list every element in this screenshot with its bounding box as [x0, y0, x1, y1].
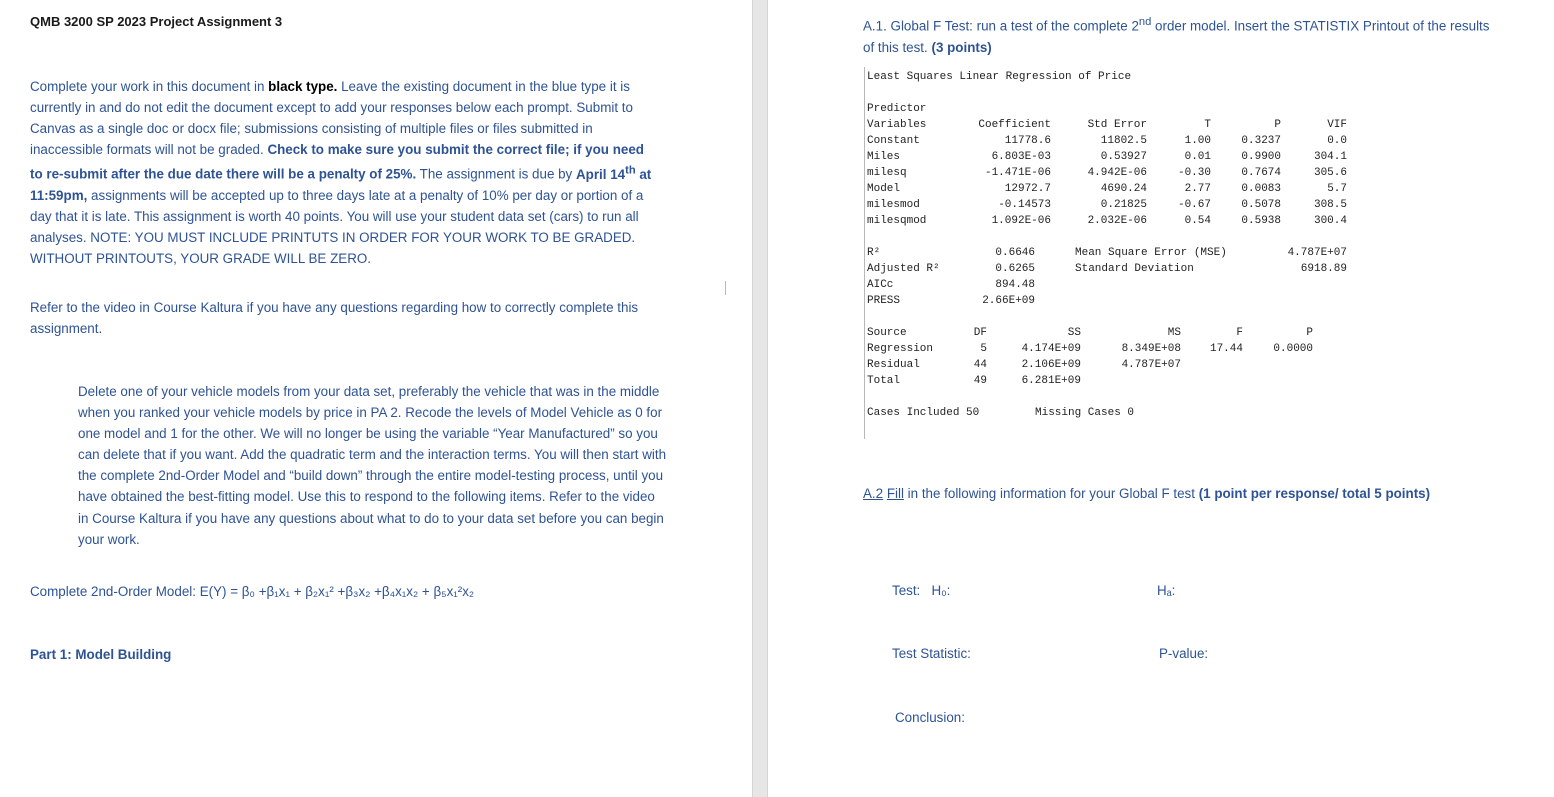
coef-row-milesmod-coef: -0.14573	[998, 199, 1051, 211]
coef-row-milesqmod-p: 0.5938	[1241, 215, 1281, 227]
model-equation-label: Complete 2nd-Order Model: E(Y) =	[30, 584, 242, 599]
text-cursor	[725, 281, 726, 295]
field-test-statistic[interactable]: Test Statistic:	[892, 646, 971, 661]
coef-row-milesqmod-vif: 300.4	[1313, 215, 1347, 227]
coef-row-milesq-p: 0.7674	[1241, 167, 1281, 179]
document-header: QMB 3200 SP 2023 Project Assignment 3	[30, 14, 283, 29]
anova-regression-ms: 8.349E+08	[1121, 343, 1181, 355]
anova-header-source: Source	[867, 327, 907, 339]
coef-row-miles-se: 0.53927	[1100, 151, 1147, 163]
anova-regression-f: 17.44	[1209, 343, 1243, 355]
coef-row-model-p: 0.0083	[1241, 183, 1281, 195]
field-test[interactable]	[892, 583, 950, 598]
anova-header-ms: MS	[1167, 327, 1181, 339]
a1-points: (3 points)	[931, 40, 992, 56]
a1-text-1: A.1. Global F Test: run a test of the complete 2	[863, 18, 1139, 34]
a1-text-2: order model. Insert the STATISTIX Printout of the results of this test.	[863, 18, 1490, 56]
part1-heading: Part 1: Model Building	[30, 647, 172, 662]
mse-label: Mean Square Error (MSE)	[1075, 247, 1227, 259]
model-equation	[30, 584, 474, 599]
coef-row-miles-name: Miles	[867, 151, 901, 163]
sd-label: Standard Deviation	[1075, 263, 1194, 275]
anova-header-p: P	[1306, 327, 1313, 339]
field-h0-label: H₀:	[931, 583, 951, 598]
anova-residual-ms: 4.787E+07	[1121, 359, 1181, 371]
task-paragraph: Delete one of your vehicle models from your data set, preferably the vehicle that was in the middle when you ranked your vehicle models by price in PA 2. Recode the levels of Model Vehicle as 0 for one model and 1 for the other. We will no longer be using the variable “Year Manufactured” so you can delete that if you want. Add the quadratic term and the interaction terms. You will then start with the complete 2nd-Order Model and “build down” through the entire model-testing process, until you have obtained the best-fitting model. Use this to respond to the following items. Refer to the video in Course Kaltura if you have any questions about what to do to your data set before you can begin your work.	[78, 384, 667, 547]
coef-header-coefficient: Coefficient	[978, 119, 1051, 131]
coef-row-constant-se: 11802.5	[1100, 135, 1147, 147]
anova-regression-ss: 4.174E+09	[1021, 343, 1081, 355]
anova-header-df: DF	[973, 327, 987, 339]
a1-sup: nd	[1138, 16, 1152, 28]
coef-row-milesmod-vif: 308.5	[1313, 199, 1347, 211]
instructions-text-4: assignments will be accepted up to three days late at a penalty of 10% per day or portion of a day that it is late. This assignment is worth 40 points. You will use your student data set (cars) to run all analyses. NOTE: YOU MUST INCLUDE PRINTUTS IN ORDER FOR YOUR WORK TO BE GRADED. WITHOUT PRINTOUTS, YOUR GRADE WILL BE ZERO.	[30, 187, 644, 267]
instructions-text-1: Complete your work in this document in	[30, 79, 269, 94]
anova-regression-p: 0.0000	[1273, 343, 1313, 355]
anova-total-ss: 6.281E+09	[1021, 375, 1081, 387]
due-date-time: at 11:59pm,	[30, 166, 652, 203]
coef-row-milesq-vif: 305.6	[1313, 167, 1347, 179]
anova-regression-source: Regression	[867, 343, 934, 355]
fit-press-label: PRESS	[867, 295, 901, 307]
instructions-text-3: The assignment is due by	[416, 166, 576, 182]
a2-fill-word: Fill	[886, 486, 904, 501]
coef-header-vif: VIF	[1327, 119, 1347, 131]
fit-press-value: 2.66E+09	[982, 295, 1035, 307]
anova-residual-source: Residual	[867, 359, 920, 371]
anova-residual-df: 44	[973, 359, 987, 371]
fit-aicc-value: 894.48	[995, 279, 1035, 291]
coef-row-milesmod-p: 0.5078	[1241, 199, 1281, 211]
coef-row-milesq-se: 4.942E-06	[1087, 167, 1147, 179]
statistix-printout	[864, 67, 1385, 439]
instructions-paragraph	[30, 76, 660, 269]
printout-title: Least Squares Linear Regression of Price	[867, 71, 1132, 83]
coef-header-variables: Variables	[867, 119, 927, 131]
coef-row-milesqmod-t: 0.54	[1184, 215, 1211, 227]
anova-total-source: Total	[867, 375, 901, 387]
model-equation-formula: β₀ +β₁x₁ + β₂x₁² +β₃x₂ +β₄x₁x₂ + β₅x₁²x₂	[241, 584, 475, 599]
coef-row-milesmod-name: milesmod	[867, 199, 920, 211]
fit-adj-r2-value: 0.6265	[995, 263, 1035, 275]
due-date-sup: th	[625, 164, 636, 177]
coef-row-constant-p: 0.3237	[1241, 135, 1281, 147]
coef-row-milesqmod-name: milesqmod	[867, 215, 927, 227]
anova-header-f: F	[1236, 327, 1243, 339]
coef-row-miles-t: 0.01	[1184, 151, 1211, 163]
missing-cases: Missing Cases 0	[1035, 407, 1135, 419]
coef-row-model-name: Model	[867, 183, 901, 195]
coef-row-milesqmod-coef: 1.092E-06	[991, 215, 1051, 227]
coef-row-miles-coef: 6.803E-03	[991, 151, 1051, 163]
coef-row-model-coef: 12972.7	[1004, 183, 1051, 195]
fit-r2-value: 0.6646	[995, 247, 1035, 259]
coef-row-milesq-t: -0.30	[1177, 167, 1211, 179]
anova-residual-ss: 2.106E+09	[1021, 359, 1081, 371]
question-a1	[863, 11, 1503, 59]
a2-points: (1 point per response/ total 5 points)	[1198, 486, 1431, 501]
coef-row-miles-p: 0.9900	[1241, 151, 1281, 163]
due-date-day: April 14	[575, 166, 626, 182]
fit-r2-label: R²	[867, 247, 881, 259]
cases-included: Cases Included 50	[867, 407, 980, 419]
field-ha[interactable]: Hₐ:	[1157, 583, 1176, 598]
question-a2	[863, 486, 1430, 501]
anova-total-df: 49	[973, 375, 987, 387]
coef-row-model-t: 2.77	[1184, 183, 1211, 195]
coef-header-p: P	[1274, 119, 1281, 131]
kaltura-note: Refer to the video in Course Kaltura if you have any questions regarding how to correctly complete this assignment.	[30, 300, 639, 337]
coef-row-constant-t: 1.00	[1184, 135, 1211, 147]
coef-header-t: T	[1204, 119, 1211, 131]
anova-regression-df: 5	[980, 343, 987, 355]
coef-row-milesq-name: milesq	[867, 167, 907, 179]
field-p-value[interactable]: P-value:	[1159, 646, 1209, 661]
field-conclusion[interactable]: Conclusion:	[895, 710, 965, 725]
black-type-emphasis: black type.	[268, 79, 338, 94]
resubmit-warning: Check to make sure you submit the correct file; if you need to re-submit after the due date there will be a penalty of 25%.	[30, 142, 644, 182]
anova-header-ss: SS	[1067, 327, 1081, 339]
page-gutter	[752, 0, 768, 797]
mse-value: 4.787E+07	[1287, 247, 1347, 259]
coef-row-milesqmod-se: 2.032E-06	[1087, 215, 1147, 227]
a2-label: A.2	[863, 486, 884, 501]
fit-adj-r2-label: Adjusted R²	[867, 263, 940, 275]
instructions-text-2: Leave the existing document in the blue type it is currently in and do not edit the document except to add your responses below each prompt. Submit to Canvas as a single doc or docx file; submissions consisting of multiple files or files submitted in inaccessible formats will not be graded.	[30, 79, 633, 158]
right-document-page[interactable]	[768, 0, 1554, 797]
coef-header-std-error: Std Error	[1087, 119, 1147, 131]
coef-row-model-vif: 5.7	[1327, 183, 1347, 195]
coef-row-model-se: 4690.24	[1100, 183, 1147, 195]
coef-row-constant-vif: 0.0	[1327, 135, 1347, 147]
coef-row-milesmod-se: 0.21825	[1100, 199, 1147, 211]
coef-header-predictor: Predictor	[867, 103, 927, 115]
fit-aicc-label: AICc	[867, 279, 894, 291]
field-test-label: Test:	[892, 583, 921, 598]
a2-text: in the following information for your Global F test	[903, 486, 1199, 501]
coef-row-milesmod-t: -0.67	[1177, 199, 1211, 211]
coef-row-constant-name: Constant	[867, 135, 920, 147]
sd-value: 6918.89	[1300, 263, 1347, 275]
coef-row-milesq-coef: -1.471E-06	[984, 167, 1051, 179]
left-document-page[interactable]	[0, 0, 752, 797]
coef-row-miles-vif: 304.1	[1313, 151, 1347, 163]
coef-row-constant-coef: 11778.6	[1004, 135, 1051, 147]
